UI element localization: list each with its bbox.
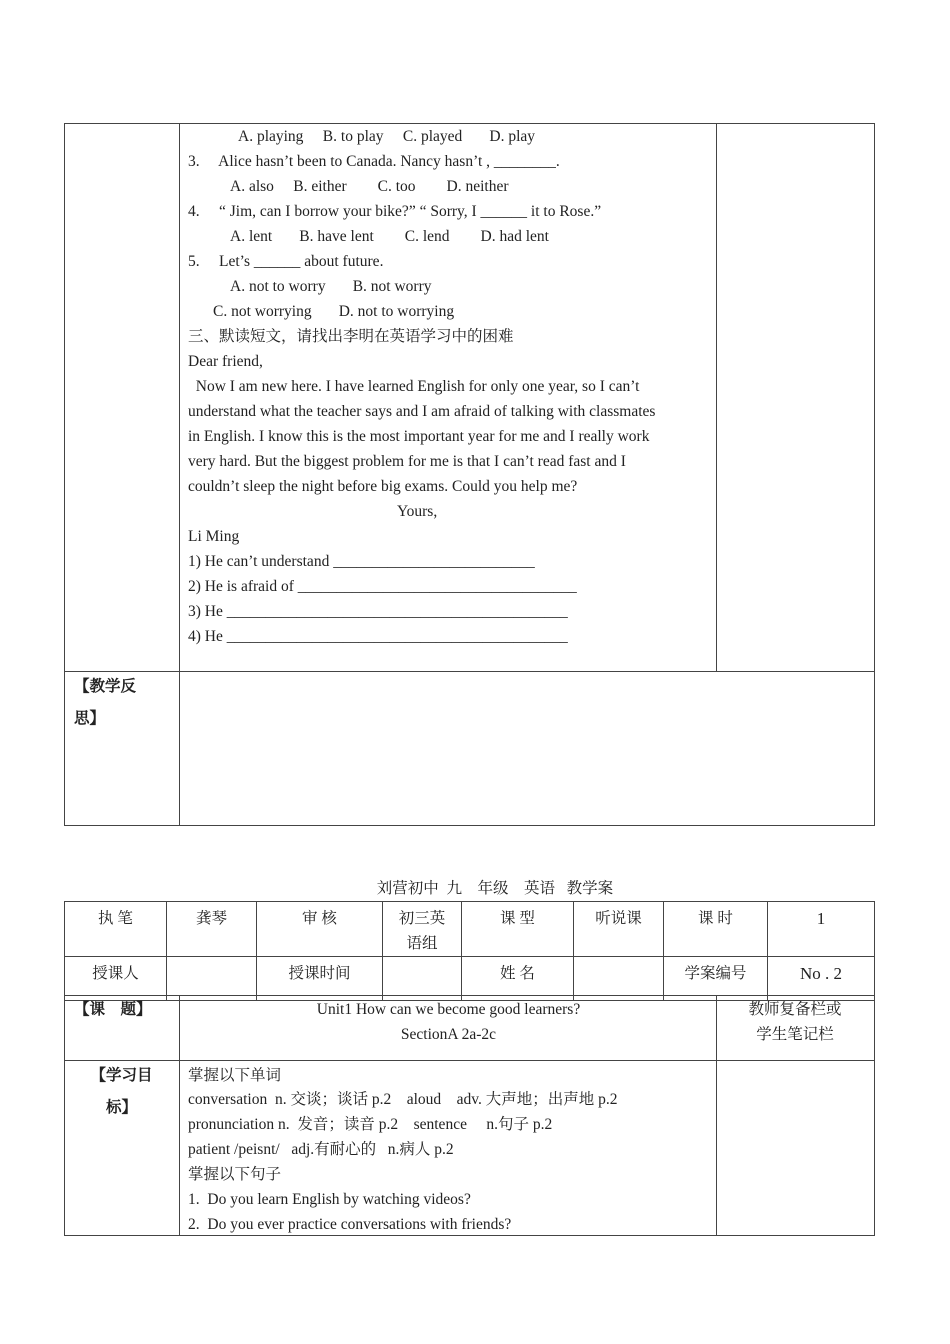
- topic-label: 【课 题】: [74, 1001, 152, 1018]
- reviewer-line: 初三英: [398, 910, 446, 927]
- author-label: 执 笔: [65, 902, 167, 957]
- exercise-line: A. not to worry B. not worry: [230, 278, 432, 295]
- section-title: 三、默读短文，请找出李明在英语学习中的困难: [188, 328, 514, 345]
- no-label: 学案编号: [664, 957, 768, 1001]
- no-value: No . 2: [768, 957, 875, 1001]
- reviewer-label: 审 核: [257, 902, 383, 957]
- type-value: 听说课: [574, 902, 664, 957]
- goal-line: 1. Do you learn English by watching videos?: [188, 1191, 471, 1208]
- notes-header: 学生笔记栏: [756, 1026, 834, 1043]
- exercise-line: A. lent B. have lent C. lend D. had lent: [230, 228, 549, 245]
- exercise-line: A. also B. either C. too D. neither: [230, 178, 509, 195]
- exercise-line: C. not worrying D. not to worrying: [213, 303, 455, 320]
- goal-line: patient /peisnt/ adj.有耐心的 n.病人 p.2: [188, 1141, 454, 1158]
- goals-notes-cell: [717, 1061, 875, 1236]
- question-line: 3) He ____________________________________________: [188, 603, 568, 620]
- reviewer-value: [383, 902, 462, 957]
- goal-line: 2. Do you ever practice conversations with friends?: [188, 1216, 512, 1233]
- period-value: 1: [768, 902, 875, 957]
- reflection-content-cell: [180, 672, 875, 826]
- top-left-cell: [65, 124, 180, 672]
- letter-greeting: Dear friend,: [188, 353, 263, 370]
- goal-line: 掌握以下单词: [188, 1067, 282, 1084]
- exercise-line: 3. Alice hasn’t been to Canada. Nancy hasn’t , ________.: [188, 153, 560, 170]
- letter-body-line: Now I am new here. I have learned English for only one year, so I can’t: [188, 378, 640, 395]
- question-line: 2) He is afraid of ____________________________________: [188, 578, 577, 595]
- goal-line: 掌握以下句子: [188, 1166, 282, 1183]
- question-line: 1) He can’t understand __________________________: [188, 553, 535, 570]
- author-value: 龚琴: [167, 902, 257, 957]
- letter-body-line: very hard. But the biggest problem for me is that I can’t read fast and I: [188, 453, 626, 470]
- info-table: [64, 901, 875, 1001]
- question-line: 4) He ____________________________________________: [188, 628, 568, 645]
- topic-title: Unit1 How can we become good learners?: [316, 1001, 581, 1018]
- page-caption: 刘营初中 九 年级 英语 教学案: [376, 880, 614, 897]
- reflection-label: 思】: [74, 710, 106, 727]
- letter-body-line: couldn’t sleep the night before big exams. Could you help me?: [188, 478, 578, 495]
- exercise-line: 5. Let’s ______ about future.: [188, 253, 384, 270]
- name-label: 姓 名: [462, 957, 574, 1001]
- reviewer-line: 语组: [406, 935, 438, 952]
- type-label: 课 型: [462, 902, 574, 957]
- time-value: [383, 957, 462, 1001]
- teacher-label: 授课人: [65, 957, 167, 1001]
- reflection-label: 【教学反: [74, 678, 137, 695]
- goals-label-cell: [65, 1061, 180, 1236]
- time-label: 授课时间: [257, 957, 383, 1001]
- letter-closing: Yours,: [397, 503, 438, 520]
- top-notes-cell: [717, 124, 875, 672]
- topic-section: SectionA 2a-2c: [400, 1026, 497, 1043]
- period-label: 课 时: [664, 902, 768, 957]
- letter-signature: Li Ming: [188, 528, 240, 545]
- goal-line: conversation n. 交谈；谈话 p.2 aloud adv. 大声地；出声地 p.2: [188, 1091, 618, 1108]
- goals-label: 标】: [105, 1099, 137, 1116]
- goal-line: pronunciation n. 发音；读音 p.2 sentence n.句子 p.2: [188, 1116, 553, 1133]
- teacher-value: [167, 957, 257, 1001]
- letter-body-line: in English. I know this is the most important year for me and I really work: [188, 428, 650, 445]
- notes-header: 教师复备栏或: [748, 1001, 842, 1018]
- exercise-line: 4. “ Jim, can I borrow your bike?” “ Sorry, I ______ it to Rose.”: [188, 203, 602, 220]
- exercise-line: A. playing B. to play C. played D. play: [238, 128, 536, 145]
- name-value: [574, 957, 664, 1001]
- letter-body-line: understand what the teacher says and I am afraid of talking with classmates: [188, 403, 656, 420]
- goals-label: 【学习目: [90, 1067, 153, 1084]
